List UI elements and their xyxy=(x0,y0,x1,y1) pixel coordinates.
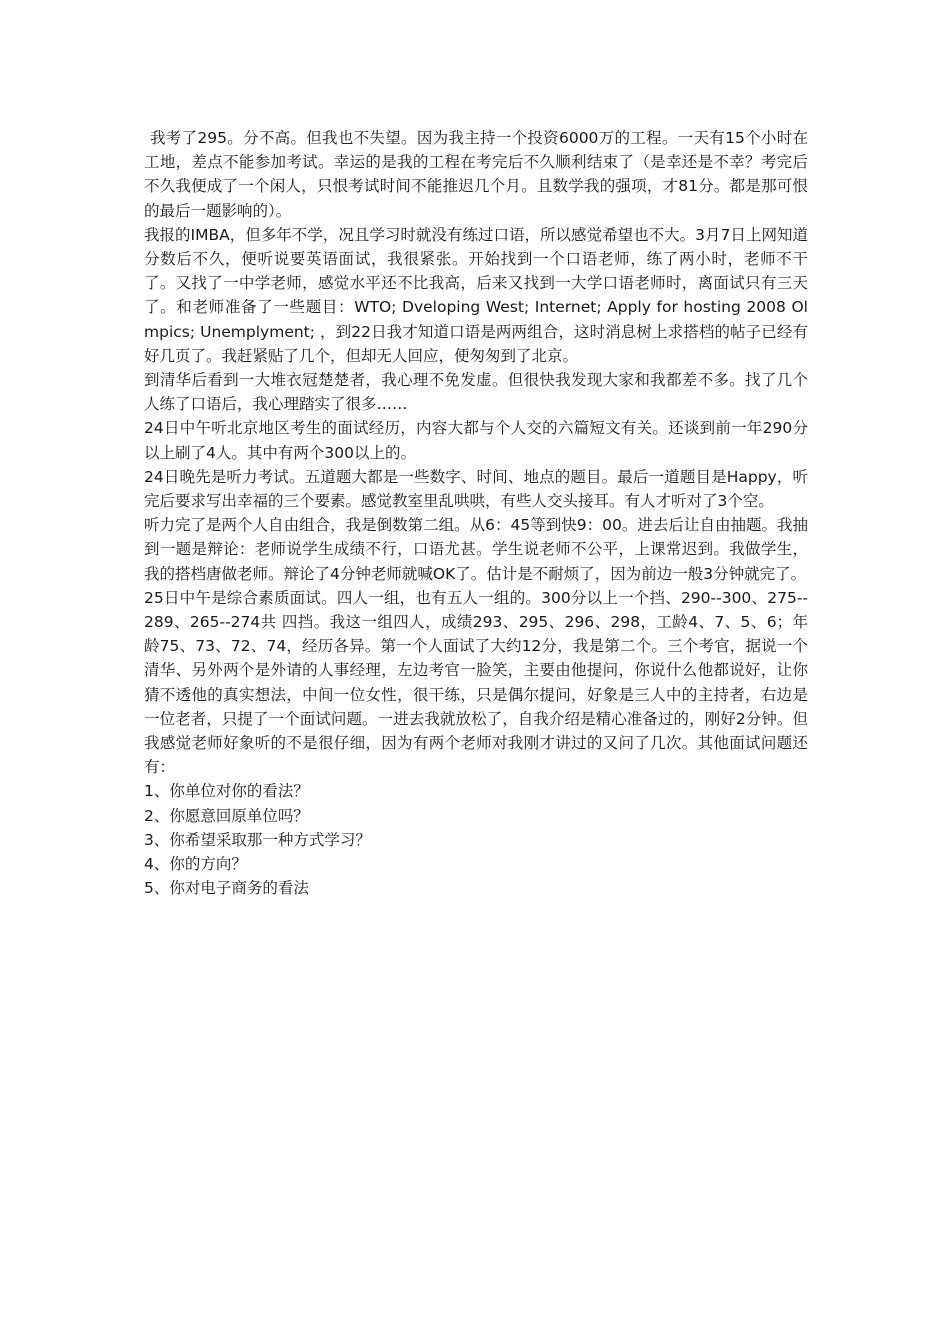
paragraph-score: 我考了295。分不高。但我也不失望。因为我主持一个投资6000万的工程。一天有15个小时在工地，差点不能参加考试。幸运的是我的工程在考完后不久顺利结束了（是幸还是不幸？考完后不久我便成了一个闲人，只恨考试时间不能推迟几个月。且数学我的强项，才81分。都是那可恨的最后一题影响的）。 xyxy=(144,129,808,220)
paragraph-listening: 听力完了是两个人自由组合，我是倒数第二组。从6：45等到快9：00。进去后让自由抽题。我抽到一题是辩论：老师说学生成绩不行，口语尤甚。学生说老师不公平，上课常迟到。我做学生，我的搭档唐做老师。辩论了4分钟老师就喊OK了。估计是不耐烦了，因为前边一般3分钟就完了。 xyxy=(144,516,808,583)
paragraph-25-interview: 25日中午是综合素质面试。四人一组，也有五人一组的。300分以上一个挡、290--300、275--289、265--274共 四挡。我这一组四人，成绩293、295、296、298，工龄4、7、5、6；年龄75、73、72、74，经历各异。第一个人面试了大约12分，我是第二个。三个考官，据说一个清华、另外两个是外请的人事经理，左边考官一脸笑，主要由他提问，你说什么他都说好，让你猜不透他的真实想法，中间一位女性，很干练，只是偶尔提问，好象是三人中的主持者，右边是一位老者，只提了一个面试问题。一进去我就放松了，自我介绍是精心准备过的，刚好2分钟。但我感觉老师好象听的不是很仔细，因为有两个老师对我刚才讲过的又问了几次。其他面试问题还有： xyxy=(144,588,808,777)
list-item-question-4: 4、你的方向？ xyxy=(144,855,247,874)
paragraph-24-evening: 24日晚先是听力考试。五道题大都是一些数字、时间、地点的题目。最后一道题目是Happy，听完后要求写出幸福的三个要素。感觉教室里乱哄哄，有些人交头接耳。有人才听对了3个空。 xyxy=(144,467,808,511)
paragraph-24-noon: 24日中午听北京地区考生的面试经历，内容大都与个人交的六篇短文有关。还谈到前一年290分以上刷了4人。其中有两个300以上的。 xyxy=(144,419,808,462)
list-item-question-3: 3、你希望采取那一种方式学习？ xyxy=(144,830,371,849)
list-item-question-2: 2、你愿意回原单位吗？ xyxy=(144,806,309,825)
document-body xyxy=(144,126,808,901)
list-item-question-5: 5、你对电子商务的看法 xyxy=(144,879,309,898)
list-item-question-1: 1、你单位对你的看法？ xyxy=(144,782,309,801)
paragraph-tsinghua: 到清华后看到一大堆衣冠楚楚者，我心理不免发虚。但很快我发现大家和我都差不多。找了几个人练了口语后，我心理踏实了很多…… xyxy=(144,371,808,414)
paragraph-imba: 我报的IMBA，但多年不学，况且学习时就没有练过口语，所以感觉希望也不大。3月7日上网知道分数后不久，便听说要英语面试，我很紧张。开始找到一个口语老师，练了两小时，老师不干了。又找了一中学老师，感觉水平还不比我高，后来又找到一大学口语老师时，离面试只有三天了。和老师准备了一些题目：WTO; Dveloping West; Internet; Apply for hosting 2008 Olmpics; Unemplyment; ，到22日我才知道口语是两两组合，这时消息树上求搭档的帖子已经有好几页了。我赶紧贴了几个，但却无人回应，便匆匆到了北京。 xyxy=(144,225,808,365)
